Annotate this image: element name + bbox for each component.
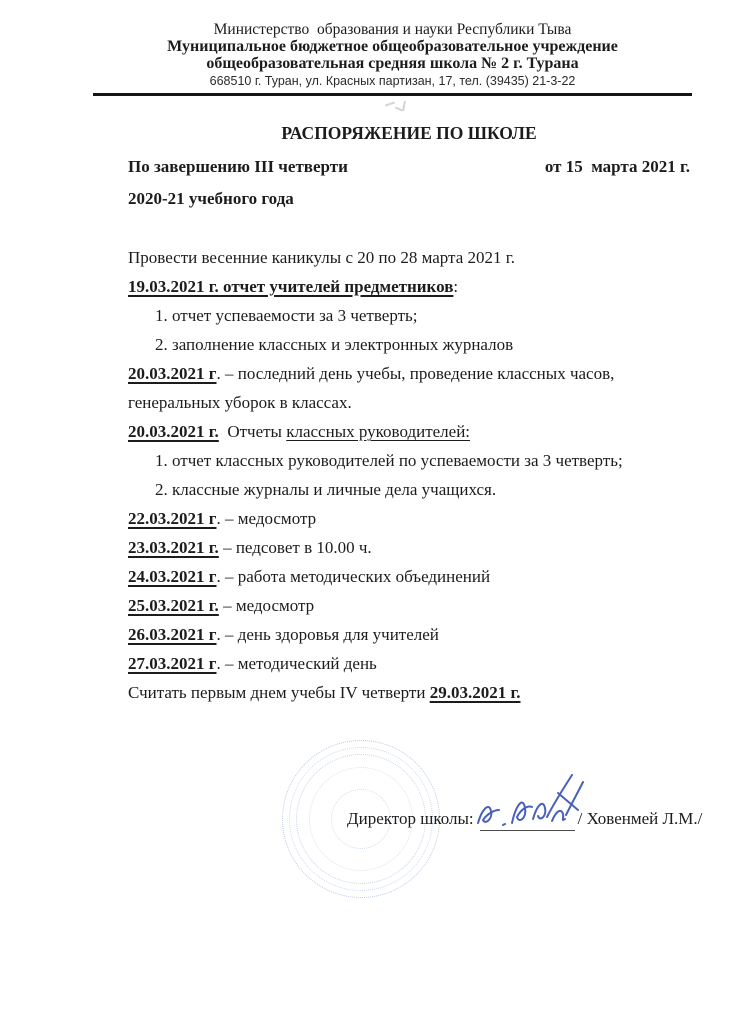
- schedule-row: 24.03.2021 г. – работа методических объединений: [128, 567, 491, 586]
- date-25-03: 25.03.2021 г.: [128, 596, 219, 615]
- list-item: 2. классные журналы и личные дела учащихся.: [155, 480, 497, 499]
- schedule-row: 23.03.2021 г. – педсовет в 10.00 ч.: [128, 538, 372, 557]
- schedule-row: 25.03.2021 г. – медосмотр: [128, 596, 315, 615]
- signature-label: Директор школы:: [347, 809, 474, 828]
- date-20-03-a: 20.03.2021 г: [128, 364, 217, 383]
- subtitle-year: 2020-21 учебного года: [128, 189, 294, 208]
- organization-line-1: Муниципальное бюджетное общеобразовательное учреждение: [167, 38, 618, 55]
- scan-artifact: [383, 100, 409, 116]
- date-26-03: 26.03.2021 г: [128, 625, 217, 644]
- date-24-03: 24.03.2021 г: [128, 567, 217, 586]
- date-29-03: 29.03.2021 г.: [429, 683, 521, 702]
- subtitle-row: [128, 157, 690, 177]
- header-divider: [93, 93, 692, 96]
- date-22-03: 22.03.2021 г: [128, 509, 217, 528]
- paragraph-20-03-a: 20.03.2021 г. – последний день учебы, проведение классных часов, генеральных уборок в классах.: [128, 364, 615, 412]
- address-line: 668510 г. Туран, ул. Красных партизан, 17, тел. (39435) 21-3-22: [209, 74, 576, 88]
- subtitle-left: По завершению III четверти: [128, 157, 348, 176]
- handwritten-signature-icon: [470, 765, 595, 837]
- date-27-03: 27.03.2021 г: [128, 654, 217, 673]
- signature-line: [480, 806, 575, 831]
- schedule-row: 27.03.2021 г. – методический день: [128, 654, 377, 673]
- letterhead: [70, 21, 715, 89]
- signature-row: [347, 806, 702, 831]
- date-23-03: 23.03.2021 г.: [128, 538, 219, 557]
- schedule-row: 22.03.2021 г. – медосмотр: [128, 509, 317, 528]
- document-body: [128, 243, 690, 707]
- ministry-line: Министерство образования и науки Республики Тыва: [213, 21, 572, 38]
- closing-paragraph: Считать первым днем учебы IV четверти 29.03.2021 г.: [128, 683, 521, 702]
- intro-paragraph: Провести весенние каникулы с 20 по 28 марта 2021 г.: [128, 248, 516, 267]
- document-date: от 15 марта 2021 г.: [544, 157, 690, 176]
- organization-line-2: общеобразовательная средняя школа № 2 г. Турана: [206, 55, 579, 72]
- list-item: 1. отчет классных руководителей по успеваемости за 3 четверть;: [155, 451, 623, 470]
- list-item: 2. заполнение классных и электронных журналов: [155, 335, 514, 354]
- list-item: 1. отчет успеваемости за 3 четверть;: [155, 306, 418, 325]
- section-heading-19-03: 19.03.2021 г. отчет учителей предметников:: [128, 277, 459, 296]
- document-title: РАСПОРЯЖЕНИЕ ПО ШКОЛЕ: [281, 123, 537, 143]
- underlined-phrase: классных руководителей:: [286, 422, 471, 441]
- schedule-row: 26.03.2021 г. – день здоровья для учителей: [128, 625, 439, 644]
- date-20-03-b: 20.03.2021 г.: [128, 422, 219, 441]
- date-19-03: 19.03.2021 г. отчет учителей предметников: [128, 277, 454, 296]
- signature-name: / Ховенмей Л.М./: [577, 809, 703, 828]
- section-heading-20-03-b: 20.03.2021 г. Отчеты классных руководителей:: [128, 422, 471, 441]
